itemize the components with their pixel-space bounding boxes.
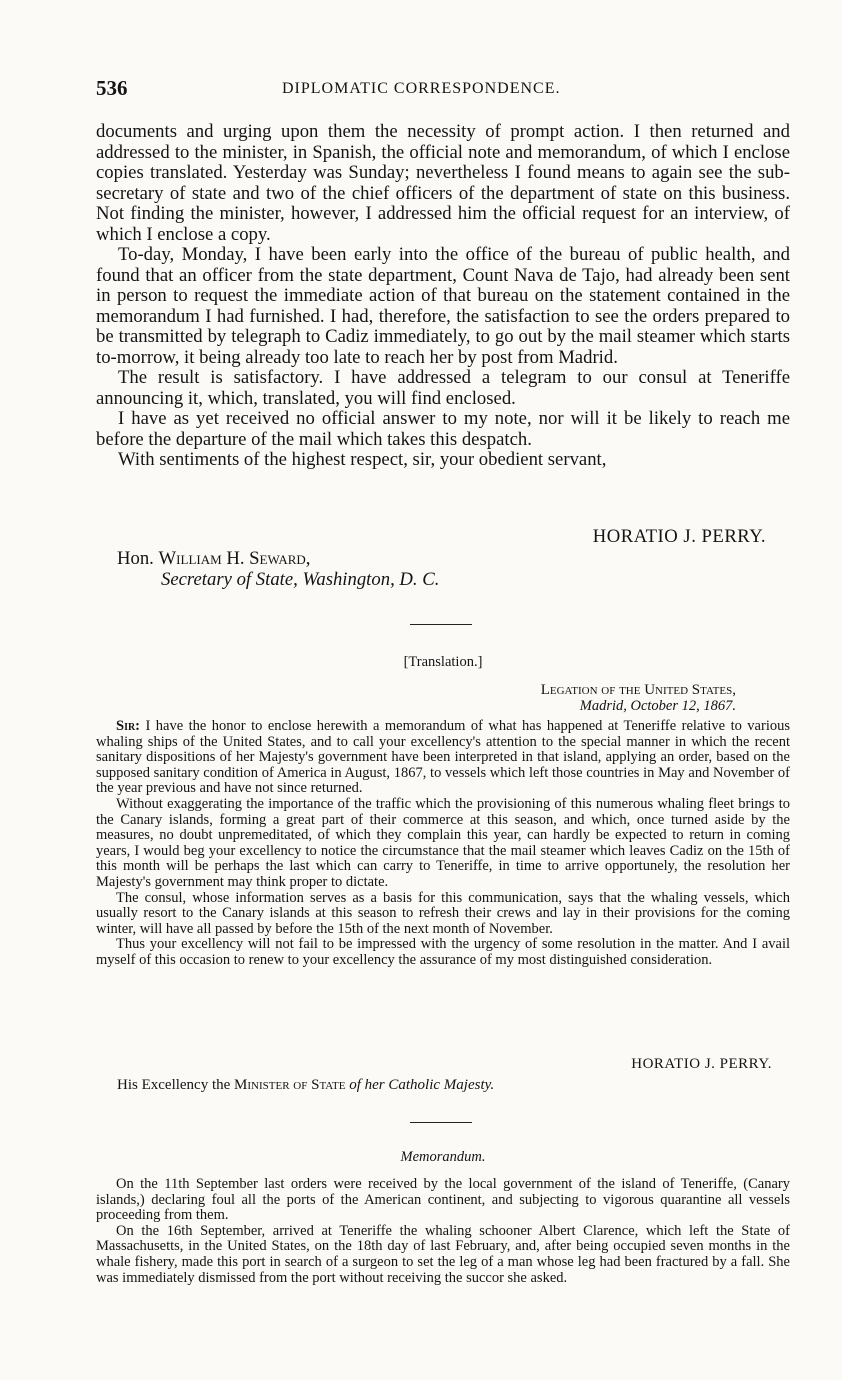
closing-prefix: His Excellency the [117,1077,231,1093]
dateline: Madrid, October 12, 1867. [579,697,736,714]
translation-paragraph: Without exaggerating the importance of the traffic which the provisioning of this numerous whaling fleet brings to the Canary islands, forming a great part of their commerce at this season, and which, once turned aside by the measures, no doubt unpremeditated, of which they complain this year, can hardly be expected to return in coming years, I would beg your excellency to notice the circumstance that the mail steamer which leaves Cadiz on the 15th of this month will be perhaps the last which can carry to Teneriffe, in time to arrive opportunely, the resolution her Majesty's government may think proper to dictate. [96,795,790,890]
section-divider [410,1122,472,1123]
addressee-line [117,549,717,570]
letter-body [96,122,790,471]
addressee-title: Secretary of State, Washington, D. C. [161,568,440,590]
translation-label: [Translation.] [403,654,483,670]
translation-paragraph: The consul, whose information serves as a basis for this communication, says that the whaling vessels, which usually resort to the Canary islands at this season to refresh their crews and lay in their provisions for the coming winter, will have all passed by before the 15th of the next month of November. [96,889,790,937]
translation-paragraph-text: I have the honor to enclose herewith a memorandum of what has happened at Teneriffe relative to various whaling ships of the United States, and to call your excellency's attention to the special manner in which the recent sanitary dispositions of her Majesty's government have been interpreted in that island, applying an order, based on the supposed sanitary condition of America in August, 1867, to vessels which left those countries in May and November of the year previous and have not since returned. [96,718,790,797]
letter-paragraph: With sentiments of the highest respect, sir, your obedient servant, [118,449,607,470]
memorandum-paragraph: On the 16th September, arrived at Teneriffe the whaling schooner Albert Clarence, which left the State of Massachusetts, in the United States, on the 18th day of last February, and, after being occupied seven months in the whale fishery, made this port in search of a surgeon to set the leg of a man whose leg had been fractured by a fall. She was immediately dismissed from the port without receiving the succor she asked. [96,1222,790,1286]
letter-paragraph: I have as yet received no official answer to my note, nor will it be likely to reach me before the departure of the mail which takes this despatch. [96,408,790,450]
letter-paragraph: The result is satisfactory. I have addressed a telegram to our consul at Teneriffe announcing it, which, translated, you will find enclosed. [96,367,790,409]
translation-signature: HORATIO J. PERRY. [631,1056,772,1072]
section-divider [410,624,472,625]
translation-paragraph: Thus your excellency will not fail to be impressed with the urgency of some resolution in the matter. And I avail myself of this occasion to renew to your excellency the assurance of my most distinguished consideration. [96,936,790,968]
addressee-name: William H. Seward, [158,548,311,569]
memorandum-body [96,1177,790,1286]
addressee-prefix: Hon. [117,548,154,569]
memorandum-paragraph: On the 11th September last orders were received by the local government of the island of Teneriffe, (Canary islands,) declaring foul all the ports of the American continent, and subjecting to vigorous quarantine all vessels proceeding from them. [96,1176,790,1224]
salutation: Sir: [116,718,141,734]
letter-paragraph: documents and urging upon them the necessity of prompt action. I then returned and addressed to the minister, in Spanish, the official note and memorandum, of which I enclose copies translated. Yesterday was Sunday; nevertheless I found means to again see the sub-secretary of state and two of the chief officers of the department of state on this business. Not finding the minister, however, I addressed him the official request for an interview, of which I enclose a copy. [96,121,790,245]
letter-paragraph: To-day, Monday, I have been early into the office of the bureau of public health, and found that an officer from the state department, Count Nava de Tajo, had already been sent in person to request the immediate action of that bureau on the statement contained in the memorandum I had furnished. I had, therefore, the satisfaction to see the orders prepared to be transmitted by telegraph to Cadiz immediately, to go out by the mail steamer which starts to-morrow, it being already too late to reach her by post from Madrid. [96,244,790,368]
legation-heading [96,683,736,714]
page-number: 536 [96,76,128,100]
translation-paragraph [96,719,790,797]
letter-signature: HORATIO J. PERRY. [592,526,766,547]
closing-office: Minister of State [234,1077,346,1093]
addressee-title-line [117,570,717,591]
running-head: DIPLOMATIC CORRESPONDENCE. [282,80,561,97]
closing-suffix: of her Catholic Majesty. [349,1077,495,1093]
memorandum-title-wrap [96,1150,790,1166]
translation-body [96,719,790,969]
addressee [117,549,717,590]
memorandum-title: Memorandum. [400,1149,486,1165]
legation-name: Legation of the United States, [540,682,736,698]
closing-address [117,1078,811,1094]
